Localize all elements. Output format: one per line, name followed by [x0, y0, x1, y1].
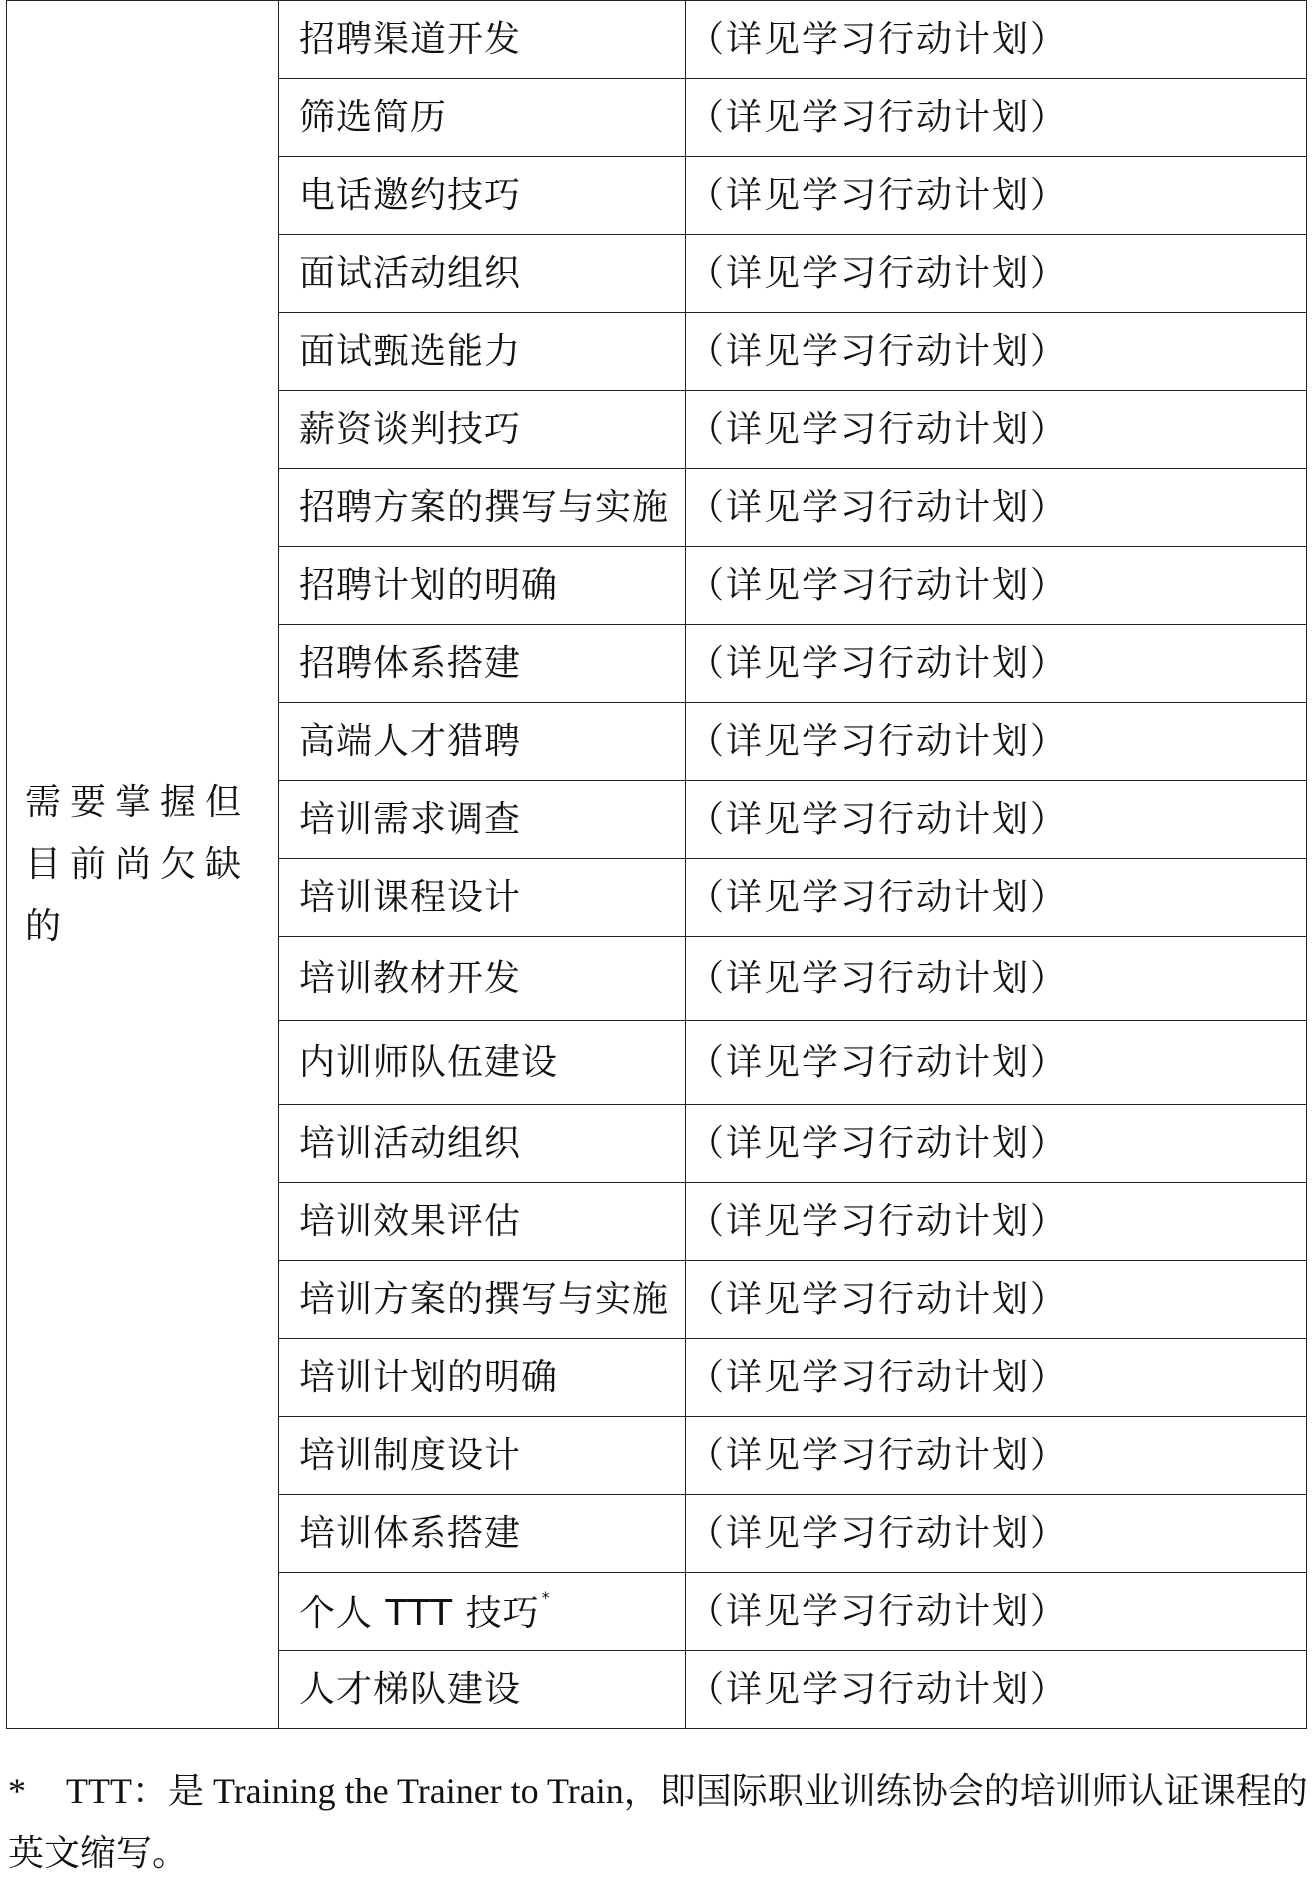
skill-label: 筛选简历 [299, 96, 448, 138]
plan-cell [686, 547, 1307, 625]
plan-cell [686, 1261, 1307, 1339]
skill-label: 个人 TTT 技巧 [299, 1593, 540, 1635]
plan-cell [686, 781, 1307, 859]
plan-cell [686, 1, 1307, 79]
plan-label: （详见学习行动计划） [688, 486, 1069, 528]
skill-cell [279, 1651, 686, 1729]
plan-cell [686, 469, 1307, 547]
plan-label: （详见学习行动计划） [688, 1356, 1069, 1398]
skill-cell [279, 625, 686, 703]
footnote-marker: * [8, 1771, 26, 1811]
skill-label: 培训需求调查 [299, 798, 522, 840]
skill-label: 培训计划的明确 [299, 1356, 559, 1398]
skill-cell [279, 1183, 686, 1261]
plan-cell [686, 1183, 1307, 1261]
plan-cell [686, 1021, 1307, 1105]
plan-label: （详见学习行动计划） [688, 330, 1069, 372]
plan-cell [686, 937, 1307, 1021]
skills-table-container [6, 0, 1306, 1729]
skill-cell [279, 781, 686, 859]
plan-label: （详见学习行动计划） [688, 1122, 1069, 1164]
plan-label: （详见学习行动计划） [688, 1278, 1069, 1320]
skills-table-body [7, 1, 1307, 1729]
skill-cell [279, 79, 686, 157]
skills-table [6, 0, 1307, 1729]
skill-cell [279, 547, 686, 625]
plan-cell [686, 79, 1307, 157]
skill-cell [279, 1339, 686, 1417]
skill-label: 培训活动组织 [299, 1122, 522, 1164]
plan-cell [686, 391, 1307, 469]
skill-cell [279, 1021, 686, 1105]
table-row [7, 1, 1307, 79]
skill-label: 培训效果评估 [299, 1200, 522, 1242]
skill-cell [279, 859, 686, 937]
skill-label: 面试活动组织 [299, 252, 522, 294]
skill-cell [279, 1495, 686, 1573]
skill-cell [279, 235, 686, 313]
skill-label: 培训课程设计 [299, 876, 522, 918]
skill-cell [279, 1261, 686, 1339]
footnote-reference: * [541, 1588, 551, 1608]
plan-label: （详见学习行动计划） [688, 1590, 1069, 1632]
plan-label: （详见学习行动计划） [688, 1041, 1069, 1083]
plan-label: （详见学习行动计划） [688, 876, 1069, 918]
skill-label: 招聘渠道开发 [299, 18, 522, 60]
skill-cell [279, 1573, 686, 1651]
plan-label: （详见学习行动计划） [688, 1668, 1069, 1710]
plan-label: （详见学习行动计划） [688, 96, 1069, 138]
skill-label: 高端人才猎聘 [299, 720, 522, 762]
category-cell [7, 1, 279, 1729]
plan-cell [686, 313, 1307, 391]
plan-label: （详见学习行动计划） [688, 720, 1069, 762]
skill-cell [279, 469, 686, 547]
footnote-text: TTT：是 Training the Trainer to Train，即国际职业训练协会的培训师认证课程的英文缩写。 [8, 1771, 1308, 1873]
plan-cell [686, 1573, 1307, 1651]
skill-cell [279, 313, 686, 391]
skill-cell [279, 1, 686, 79]
plan-label: （详见学习行动计划） [688, 1200, 1069, 1242]
plan-cell [686, 1651, 1307, 1729]
skill-label: 内训师队伍建设 [299, 1041, 559, 1083]
skill-label: 薪资谈判技巧 [299, 408, 522, 450]
plan-cell [686, 859, 1307, 937]
category-label: 需要掌握但目前尚欠缺的 [25, 781, 251, 947]
skill-cell [279, 937, 686, 1021]
skill-label: 面试甄选能力 [299, 330, 522, 372]
plan-label: （详见学习行动计划） [688, 798, 1069, 840]
skill-cell [279, 1105, 686, 1183]
plan-label: （详见学习行动计划） [688, 1512, 1069, 1554]
plan-label: （详见学习行动计划） [688, 174, 1069, 216]
skill-label: 培训方案的撰写与实施 [299, 1278, 670, 1320]
plan-cell [686, 1105, 1307, 1183]
plan-label: （详见学习行动计划） [688, 1434, 1069, 1476]
plan-label: （详见学习行动计划） [688, 642, 1069, 684]
plan-label: （详见学习行动计划） [688, 564, 1069, 606]
plan-label: （详见学习行动计划） [688, 408, 1069, 450]
skill-cell [279, 391, 686, 469]
plan-cell [686, 1417, 1307, 1495]
plan-cell [686, 703, 1307, 781]
plan-cell [686, 157, 1307, 235]
plan-label: （详见学习行动计划） [688, 18, 1069, 60]
skill-cell [279, 1417, 686, 1495]
footnote [8, 1760, 1308, 1884]
skill-label: 招聘计划的明确 [299, 564, 559, 606]
plan-cell [686, 1495, 1307, 1573]
plan-cell [686, 625, 1307, 703]
plan-cell [686, 1339, 1307, 1417]
skill-label: 招聘方案的撰写与实施 [299, 486, 670, 528]
skill-cell [279, 157, 686, 235]
skill-label: 培训体系搭建 [299, 1512, 522, 1554]
skill-label: 培训制度设计 [299, 1434, 522, 1476]
skill-label: 电话邀约技巧 [299, 174, 522, 216]
skill-label: 人才梯队建设 [299, 1668, 522, 1710]
plan-label: （详见学习行动计划） [688, 957, 1069, 999]
plan-cell [686, 235, 1307, 313]
skill-label: 招聘体系搭建 [299, 642, 522, 684]
plan-label: （详见学习行动计划） [688, 252, 1069, 294]
skill-cell [279, 703, 686, 781]
skill-label: 培训教材开发 [299, 957, 522, 999]
